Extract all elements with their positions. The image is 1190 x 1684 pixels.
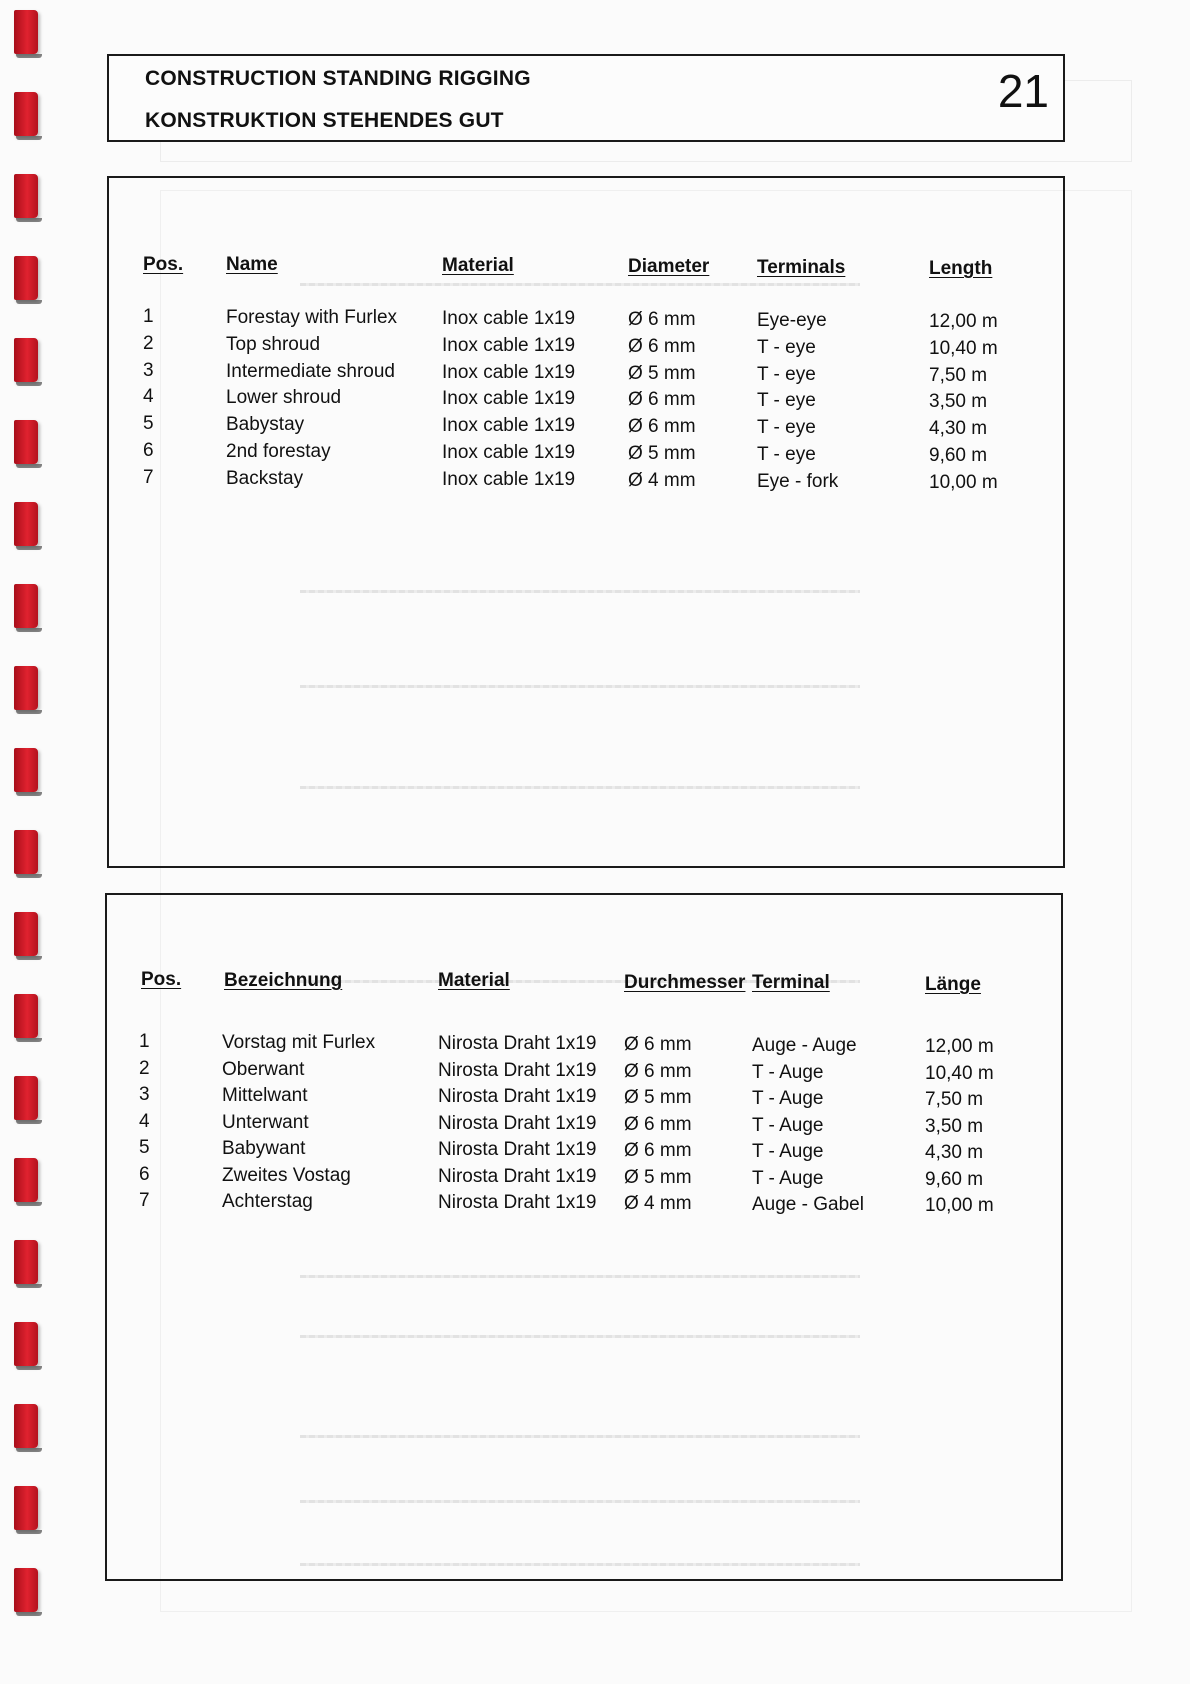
binding-ring bbox=[14, 420, 38, 464]
cell-diameter: Ø 6 mm bbox=[624, 1060, 692, 1082]
table-row bbox=[107, 1031, 1061, 1057]
binding-ring bbox=[14, 1568, 38, 1612]
cell-name: Babystay bbox=[226, 414, 305, 436]
cell-pos: 1 bbox=[139, 1031, 150, 1052]
table-row bbox=[109, 413, 1063, 439]
header-terminals: Terminals bbox=[757, 257, 846, 278]
cell-material: Nirosta Draht 1x19 bbox=[438, 1059, 597, 1081]
table-row bbox=[107, 1137, 1061, 1163]
cell-name: Top shroud bbox=[226, 333, 321, 355]
cell-length: 12,00 m bbox=[925, 1036, 994, 1057]
table-row bbox=[107, 1084, 1061, 1110]
table-english bbox=[107, 176, 1065, 868]
cell-length: 4,30 m bbox=[925, 1142, 984, 1163]
cell-length: 9,60 m bbox=[925, 1168, 984, 1190]
cell-pos: 1 bbox=[143, 306, 154, 327]
header-laenge: Länge bbox=[925, 974, 981, 995]
cell-diameter: Ø 6 mm bbox=[624, 1034, 692, 1055]
cell-name: Unterwant bbox=[222, 1111, 309, 1133]
header-pos: Pos. bbox=[141, 969, 182, 990]
cell-name: 2nd forestay bbox=[226, 441, 331, 462]
cell-terminal: T - eye bbox=[757, 444, 816, 465]
binding-ring bbox=[14, 1076, 38, 1120]
binding-ring bbox=[14, 912, 38, 956]
table-row bbox=[109, 333, 1063, 359]
cell-name: Babywant bbox=[222, 1138, 306, 1159]
cell-terminal: T - eye bbox=[757, 417, 816, 439]
cell-material: Inox cable 1x19 bbox=[442, 334, 576, 356]
cell-diameter: Ø 5 mm bbox=[628, 443, 696, 464]
cell-material: Inox cable 1x19 bbox=[442, 468, 576, 490]
cell-material: Nirosta Draht 1x19 bbox=[438, 1086, 597, 1107]
cell-pos: 4 bbox=[139, 1110, 150, 1132]
table-row bbox=[107, 1058, 1061, 1084]
cell-diameter: Ø 6 mm bbox=[628, 309, 696, 330]
cell-name: Lower shroud bbox=[226, 387, 342, 409]
cell-length: 3,50 m bbox=[929, 391, 988, 413]
cell-material: Inox cable 1x19 bbox=[442, 308, 576, 329]
binding-ring bbox=[14, 994, 38, 1038]
cell-pos: 3 bbox=[139, 1084, 150, 1105]
header-diameter: Diameter bbox=[628, 256, 710, 277]
cell-name: Mittelwant bbox=[222, 1085, 308, 1106]
cell-length: 12,00 m bbox=[929, 311, 998, 332]
cell-name: Intermediate shroud bbox=[226, 360, 395, 382]
header-material: Material bbox=[438, 970, 510, 991]
cell-diameter: Ø 6 mm bbox=[628, 335, 696, 357]
table-row bbox=[109, 306, 1063, 332]
cell-material: Nirosta Draht 1x19 bbox=[438, 1112, 597, 1134]
cell-pos: 5 bbox=[139, 1137, 150, 1158]
page-number: 21 bbox=[997, 65, 1049, 117]
cell-diameter: Ø 6 mm bbox=[624, 1140, 692, 1161]
cell-terminal: Auge - Gabel bbox=[752, 1194, 864, 1215]
binding-ring bbox=[14, 1404, 38, 1448]
binding-ring bbox=[14, 584, 38, 628]
cell-pos: 6 bbox=[139, 1163, 150, 1185]
cell-pos: 5 bbox=[143, 413, 154, 435]
cell-pos: 7 bbox=[143, 466, 154, 488]
header-terminal: Terminal bbox=[752, 972, 830, 993]
table-row bbox=[107, 1164, 1061, 1190]
binding-ring bbox=[14, 1322, 38, 1366]
cell-length: 10,40 m bbox=[925, 1062, 994, 1084]
header-bezeichnung: Bezeichnung bbox=[224, 970, 343, 991]
cell-material: Nirosta Draht 1x19 bbox=[438, 1139, 597, 1160]
cell-pos: 2 bbox=[139, 1057, 150, 1079]
table-row bbox=[109, 467, 1063, 493]
binding-ring bbox=[14, 748, 38, 792]
table-german bbox=[105, 893, 1063, 1581]
cell-terminal: T - Auge bbox=[752, 1061, 824, 1083]
cell-length: 9,60 m bbox=[929, 445, 988, 466]
binding-ring bbox=[14, 830, 38, 874]
binding-ring bbox=[14, 502, 38, 546]
cell-material: Inox cable 1x19 bbox=[442, 361, 576, 383]
table-row bbox=[107, 1190, 1061, 1216]
cell-name: Vorstag mit Furlex bbox=[222, 1032, 376, 1053]
cell-pos: 2 bbox=[143, 332, 154, 354]
cell-terminal: T - eye bbox=[757, 390, 816, 412]
cell-length: 7,50 m bbox=[925, 1089, 984, 1110]
spiral-binding bbox=[0, 0, 60, 1684]
binding-ring bbox=[14, 1158, 38, 1202]
header-title-de: KONSTRUKTION STEHENDES GUT bbox=[145, 109, 504, 132]
cell-terminal: Auge - Auge bbox=[752, 1035, 857, 1056]
header-name: Name bbox=[226, 254, 278, 275]
cell-pos: 4 bbox=[143, 386, 154, 408]
cell-diameter: Ø 5 mm bbox=[628, 362, 696, 384]
cell-name: Oberwant bbox=[222, 1058, 305, 1080]
header-length: Length bbox=[929, 258, 993, 279]
header-material: Material bbox=[442, 255, 514, 276]
cell-terminal: T - eye bbox=[757, 363, 816, 385]
header-title-en: CONSTRUCTION STANDING RIGGING bbox=[145, 67, 531, 90]
header-pos: Pos. bbox=[143, 254, 184, 275]
page-header bbox=[107, 54, 1065, 142]
cell-length: 7,50 m bbox=[929, 364, 988, 386]
cell-length: 10,00 m bbox=[929, 471, 998, 493]
table-row bbox=[107, 1111, 1061, 1137]
cell-material: Nirosta Draht 1x19 bbox=[438, 1165, 597, 1187]
binding-ring bbox=[14, 666, 38, 710]
cell-diameter: Ø 6 mm bbox=[624, 1113, 692, 1135]
cell-diameter: Ø 4 mm bbox=[628, 469, 696, 491]
binding-ring bbox=[14, 10, 38, 54]
binding-ring bbox=[14, 1240, 38, 1284]
cell-pos: 6 bbox=[143, 440, 154, 461]
table-row bbox=[109, 360, 1063, 386]
table-row bbox=[109, 440, 1063, 466]
binding-ring bbox=[14, 256, 38, 300]
binding-ring bbox=[14, 92, 38, 136]
cell-terminal: T - Auge bbox=[752, 1167, 824, 1189]
cell-material: Inox cable 1x19 bbox=[442, 442, 576, 463]
binding-ring bbox=[14, 1486, 38, 1530]
cell-material: Nirosta Draht 1x19 bbox=[438, 1192, 597, 1213]
cell-terminal: Eye-eye bbox=[757, 310, 827, 331]
cell-material: Inox cable 1x19 bbox=[442, 415, 576, 437]
cell-diameter: Ø 6 mm bbox=[628, 416, 696, 438]
cell-length: 4,30 m bbox=[929, 418, 988, 440]
cell-length: 10,00 m bbox=[925, 1195, 994, 1216]
cell-terminal: Eye - fork bbox=[757, 470, 839, 492]
cell-name: Backstay bbox=[226, 467, 304, 489]
cell-length: 3,50 m bbox=[925, 1115, 984, 1137]
cell-name: Forestay with Furlex bbox=[226, 307, 398, 328]
cell-pos: 7 bbox=[139, 1190, 150, 1211]
cell-material: Nirosta Draht 1x19 bbox=[438, 1033, 597, 1054]
cell-name: Zweites Vostag bbox=[222, 1164, 351, 1186]
cell-length: 10,40 m bbox=[929, 337, 998, 359]
cell-terminal: T - Auge bbox=[752, 1141, 824, 1162]
cell-diameter: Ø 5 mm bbox=[624, 1087, 692, 1108]
cell-diameter: Ø 6 mm bbox=[628, 389, 696, 411]
cell-terminal: T - Auge bbox=[752, 1088, 824, 1109]
cell-diameter: Ø 5 mm bbox=[624, 1166, 692, 1188]
cell-terminal: T - Auge bbox=[752, 1114, 824, 1136]
cell-terminal: T - eye bbox=[757, 336, 816, 358]
binding-ring bbox=[14, 174, 38, 218]
cell-material: Inox cable 1x19 bbox=[442, 388, 576, 410]
header-durchmesser: Durchmesser bbox=[624, 972, 746, 993]
cell-pos: 3 bbox=[143, 359, 154, 381]
table-row bbox=[109, 386, 1063, 412]
cell-diameter: Ø 4 mm bbox=[624, 1193, 692, 1214]
binding-ring bbox=[14, 338, 38, 382]
cell-name: Achterstag bbox=[222, 1191, 313, 1212]
